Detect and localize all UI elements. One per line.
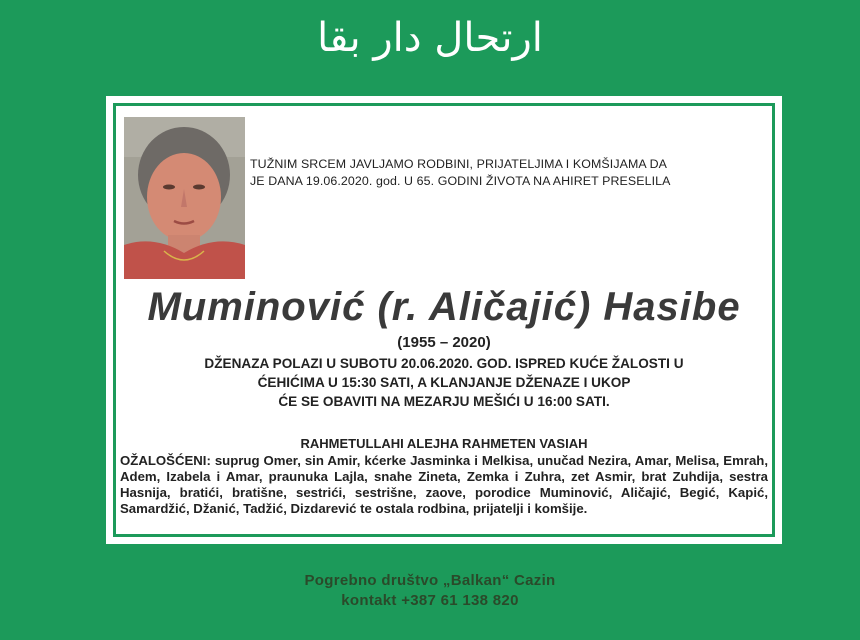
footer [0,571,860,611]
funeral-company: Pogrebno društvo „Balkan“ Cazin [304,572,556,589]
funeral-line-3: ĆE SE OBAVITI NA MEZARJU MEŠIĆI U 16:00 SATI. [278,394,610,409]
prayer-line: RAHMETULLAHI ALEJHA RAHMETEN VASIAH [300,436,588,451]
arabic-title: ارتحال دار بقا [317,15,543,61]
contact-info: kontakt +387 61 138 820 [341,592,519,609]
life-years: (1955 – 2020) [397,334,491,351]
intro-line-2: JE DANA 19.06.2020. god. U 65. GODINI ŽIVOTA NA AHIRET PRESELILA [250,173,671,188]
intro-line-1: TUŽNIM SRCEM JAVLJAMO RODBINI, PRIJATELJIMA I KOMŠIJAMA DA [250,157,668,171]
deceased-name: Muminović (r. Aličajić) Hasibe [147,285,741,329]
funeral-line-1: DŽENAZA POLAZI U SUBOTU 20.06.2020. GOD. ISPRED KUĆE ŽALOSTI U [204,356,684,371]
obituary-card [106,96,782,544]
deceased-photo [124,117,245,279]
funeral-line-2: ĆEHIĆIMA U 15:30 SATI, A KLANJANJE DŽENAZE I UKOP [257,375,631,390]
intro-text [250,156,760,189]
mourners-list: OŽALOŠĆENI: suprug Omer, sin Amir, kćerke Jasminka i Melkisa, unučad Nezira, Amar, Melisa, Emrah, Adem, Izabela i Amar, praunuka Lajla, snahe Zineta, Zemka i Zuhra, zet Asmir, brat Zuhdija, sestra Hasnija, bratići, bratišne, sestrići, sestrišne, zaove, porodice Muminović, Aličajić, Begić, Kapić, Samardžić, Džanić, Tadžić, Dizdarević te ostala rodbina, prijatelji i komšije. [120,453,768,516]
funeral-details [106,354,782,411]
